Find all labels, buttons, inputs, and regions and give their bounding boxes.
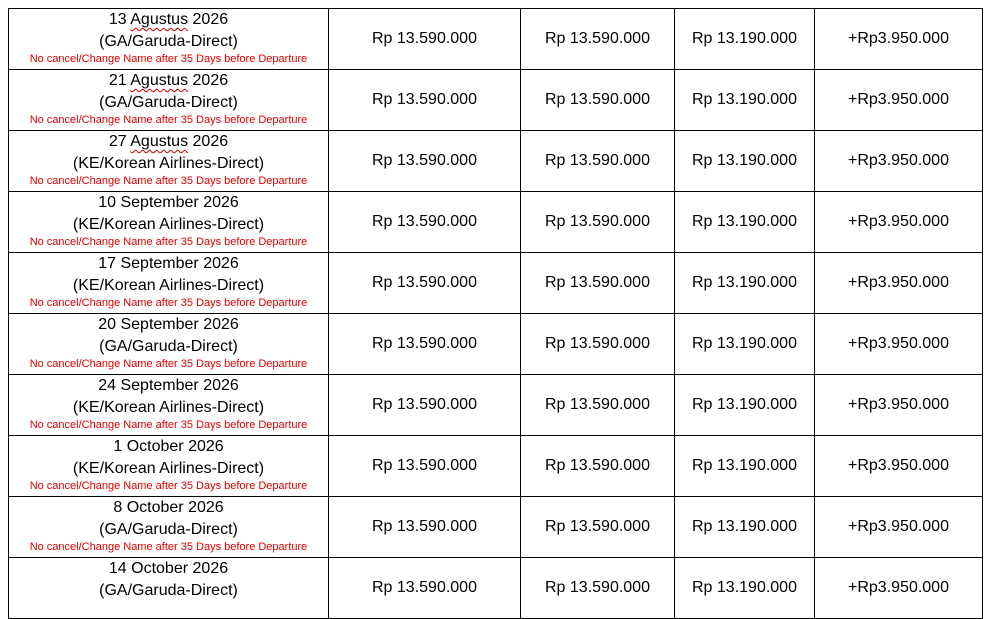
price-cell-3: Rp 13.190.000 xyxy=(675,436,815,496)
table-row xyxy=(9,70,983,131)
date-month: October xyxy=(126,438,184,455)
table-row xyxy=(9,9,983,70)
price-cell-3: Rp 13.190.000 xyxy=(675,192,815,252)
price-cell-1: Rp 13.590.000 xyxy=(329,497,521,557)
price-cell-1: Rp 13.590.000 xyxy=(329,558,521,618)
price-cell-2: Rp 13.590.000 xyxy=(521,131,675,191)
date-year: 2026 xyxy=(192,560,229,577)
date-day: 14 xyxy=(108,560,127,577)
price-cell-1: Rp 13.590.000 xyxy=(329,9,521,69)
airline-label: (GA/Garuda-Direct) xyxy=(99,94,238,111)
table-row xyxy=(9,558,983,619)
table-row xyxy=(9,131,983,192)
airline-label: (GA/Garuda-Direct) xyxy=(99,338,238,355)
price-cell-1: Rp 13.590.000 xyxy=(329,253,521,313)
date-month: October xyxy=(131,560,189,577)
date-month: September xyxy=(120,316,199,333)
airline-label: (KE/Korean Airlines-Direct) xyxy=(72,399,265,416)
date-day: 17 xyxy=(98,255,117,272)
cancellation-note: No cancel/Change Name after 35 Days before Departure xyxy=(29,541,308,553)
price-cell-3: Rp 13.190.000 xyxy=(675,497,815,557)
date-year: 2026 xyxy=(203,316,239,333)
surcharge-cell: +Rp3.950.000 xyxy=(815,436,983,496)
date-month: October xyxy=(126,499,184,516)
date-month: Agustus xyxy=(130,133,189,150)
date-year: 2026 xyxy=(203,194,239,211)
date-year: 2026 xyxy=(188,499,224,516)
date-month: September xyxy=(120,377,199,394)
date-month: Agustus xyxy=(130,72,189,89)
price-cell-2: Rp 13.590.000 xyxy=(521,436,675,496)
date-day: 27 xyxy=(108,133,127,150)
price-cell-3: Rp 13.190.000 xyxy=(675,253,815,313)
airline-label: (KE/Korean Airlines-Direct) xyxy=(72,460,265,477)
date-year: 2026 xyxy=(192,72,229,89)
date-year: 2026 xyxy=(192,133,229,150)
departure-date xyxy=(109,132,228,152)
price-cell-2: Rp 13.590.000 xyxy=(521,9,675,69)
airline-label: (GA/Garuda-Direct) xyxy=(99,521,238,538)
surcharge-cell: +Rp3.950.000 xyxy=(815,558,983,618)
departure-date xyxy=(98,376,239,396)
surcharge-cell: +Rp3.950.000 xyxy=(815,253,983,313)
date-year: 2026 xyxy=(203,377,239,394)
price-cell-2: Rp 13.590.000 xyxy=(521,375,675,435)
airline-label: (KE/Korean Airlines-Direct) xyxy=(72,277,265,294)
price-cell-1: Rp 13.590.000 xyxy=(329,192,521,252)
departure-date xyxy=(98,254,239,274)
departure-cell xyxy=(9,497,329,557)
surcharge-cell: +Rp3.950.000 xyxy=(815,9,983,69)
date-day: 24 xyxy=(98,377,117,394)
departure-date xyxy=(98,315,239,335)
price-cell-2: Rp 13.590.000 xyxy=(521,253,675,313)
departure-date xyxy=(109,10,228,30)
table-row xyxy=(9,253,983,314)
date-year: 2026 xyxy=(203,255,239,272)
date-year: 2026 xyxy=(188,438,224,455)
departure-date xyxy=(113,498,223,518)
table-row xyxy=(9,375,983,436)
price-cell-1: Rp 13.590.000 xyxy=(329,436,521,496)
date-month: September xyxy=(120,194,199,211)
surcharge-cell: +Rp3.950.000 xyxy=(815,314,983,374)
departure-cell xyxy=(9,131,329,191)
cancellation-note: No cancel/Change Name after 35 Days before Departure xyxy=(29,419,308,431)
cancellation-note: No cancel/Change Name after 35 Days before Departure xyxy=(29,297,308,309)
date-day: 13 xyxy=(108,11,127,28)
surcharge-cell: +Rp3.950.000 xyxy=(815,131,983,191)
date-year: 2026 xyxy=(192,11,229,28)
surcharge-cell: +Rp3.950.000 xyxy=(815,192,983,252)
departure-date xyxy=(98,193,239,213)
date-month: Agustus xyxy=(130,11,189,28)
departure-cell xyxy=(9,192,329,252)
airline-label: (KE/Korean Airlines-Direct) xyxy=(72,216,265,233)
price-cell-3: Rp 13.190.000 xyxy=(675,375,815,435)
table-row xyxy=(9,192,983,253)
departure-date xyxy=(109,559,228,579)
price-cell-2: Rp 13.590.000 xyxy=(521,70,675,130)
surcharge-cell: +Rp3.950.000 xyxy=(815,375,983,435)
price-cell-3: Rp 13.190.000 xyxy=(675,558,815,618)
price-cell-3: Rp 13.190.000 xyxy=(675,314,815,374)
price-cell-1: Rp 13.590.000 xyxy=(329,131,521,191)
cancellation-note: No cancel/Change Name after 35 Days before Departure xyxy=(29,480,308,492)
price-cell-1: Rp 13.590.000 xyxy=(329,375,521,435)
cancellation-note: No cancel/Change Name after 35 Days before Departure xyxy=(29,53,308,65)
airline-label: (KE/Korean Airlines-Direct) xyxy=(72,155,265,172)
surcharge-cell: +Rp3.950.000 xyxy=(815,497,983,557)
date-day: 1 xyxy=(113,438,123,455)
departure-cell xyxy=(9,375,329,435)
date-day: 21 xyxy=(108,72,127,89)
price-cell-2: Rp 13.590.000 xyxy=(521,192,675,252)
departure-cell xyxy=(9,436,329,496)
price-cell-2: Rp 13.590.000 xyxy=(521,558,675,618)
cancellation-note: No cancel/Change Name after 35 Days before Departure xyxy=(29,114,308,126)
table-row xyxy=(9,436,983,497)
date-day: 10 xyxy=(98,194,117,211)
table-row xyxy=(9,314,983,375)
price-cell-1: Rp 13.590.000 xyxy=(329,314,521,374)
surcharge-cell: +Rp3.950.000 xyxy=(815,70,983,130)
date-day: 20 xyxy=(98,316,117,333)
price-cell-3: Rp 13.190.000 xyxy=(675,70,815,130)
airline-label: (GA/Garuda-Direct) xyxy=(99,33,238,50)
price-cell-2: Rp 13.590.000 xyxy=(521,314,675,374)
table-row xyxy=(9,497,983,558)
cancellation-note: No cancel/Change Name after 35 Days before Departure xyxy=(29,358,308,370)
airline-label: (GA/Garuda-Direct) xyxy=(99,582,238,599)
departure-price-table xyxy=(8,8,983,619)
departure-cell xyxy=(9,9,329,69)
cancellation-note: No cancel/Change Name after 35 Days before Departure xyxy=(29,236,308,248)
price-cell-3: Rp 13.190.000 xyxy=(675,9,815,69)
date-month: September xyxy=(120,255,199,272)
departure-cell xyxy=(9,70,329,130)
price-cell-1: Rp 13.590.000 xyxy=(329,70,521,130)
price-cell-2: Rp 13.590.000 xyxy=(521,497,675,557)
departure-cell xyxy=(9,558,329,618)
date-day: 8 xyxy=(113,499,123,516)
cancellation-note: No cancel/Change Name after 35 Days before Departure xyxy=(29,175,308,187)
departure-date xyxy=(113,437,223,457)
departure-date xyxy=(109,71,228,91)
departure-cell xyxy=(9,253,329,313)
departure-cell xyxy=(9,314,329,374)
price-cell-3: Rp 13.190.000 xyxy=(675,131,815,191)
